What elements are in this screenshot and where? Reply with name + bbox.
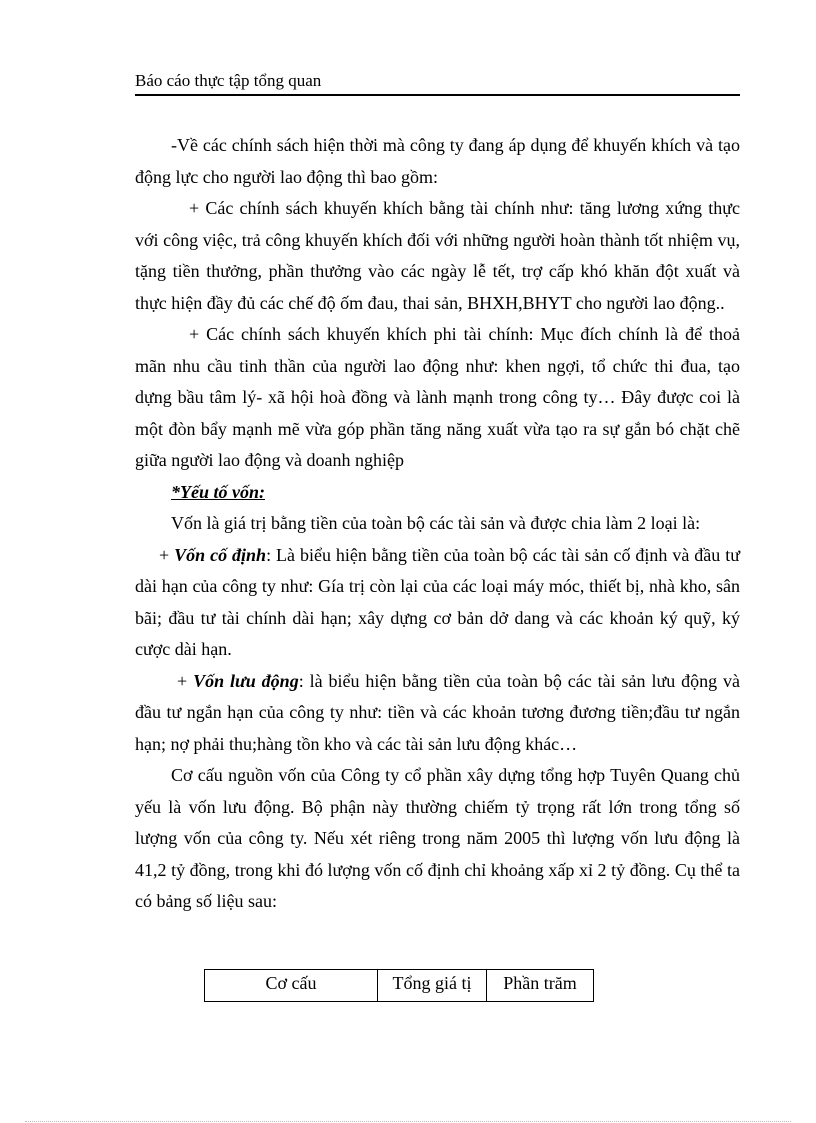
working-capital-term: Vốn lưu động [193, 670, 299, 691]
page-header [135, 70, 740, 96]
table-header-cell: Tổng giá tị [378, 970, 487, 1002]
paragraph-working-capital [135, 666, 740, 761]
document-body [135, 130, 740, 918]
header-title: Báo cáo thực tập tổng quan [135, 71, 322, 90]
paragraph-financial-incentives: + Các chính sách khuyến khích bằng tài chính như: tăng lương xứng thực với công việc, trả công khuyến khích đối với những người hoàn thành tốt nhiệm vụ, tặng tiền thưởng, phần thưởng vào các ngày lễ tết, trợ cấp khó khăn đột xuất và thực hiện đầy đủ các chế độ ốm đau, thai sản, BHXH,BHYT cho người lao động.. [135, 198, 740, 313]
working-capital-prefix: + [177, 670, 194, 691]
section-heading-capital: *Yếu tố vốn: [171, 481, 265, 502]
table-header-cell: Phần trăm [487, 970, 594, 1002]
fixed-capital-prefix: + [159, 544, 175, 565]
table-header-row [205, 970, 594, 1002]
paragraph-incentive-policies: -Về các chính sách hiện thời mà công ty đang áp dụng để khuyến khích và tạo động lực cho người lao động thì bao gồm: [135, 135, 740, 187]
fixed-capital-term: Vốn cố định [174, 544, 267, 565]
paragraph-nonfinancial-incentives: + Các chính sách khuyến khích phi tài chính: Mục đích chính là để thoả mãn nhu cầu tinh thần của người lao động như: khen ngợi, tổ chức thi đua, tạo dựng bầu tâm lý- xã hội hoà đồng và lành mạnh trong công ty… Đây được coi là một đòn bẩy mạnh mẽ vừa góp phần tăng năng xuất vừa tạo ra sự gắn bó chặt chẽ giữa người lao động và doanh nghiệp [135, 324, 740, 470]
working-capital-text: : là biểu hiện bằng tiền của toàn bộ các tài sản lưu động và đầu tư ngắn hạn của công ty như: tiền và các khoản tương đương tiền;đầu tư ngắn hạn; nợ phải thu;hàng tồn kho và các tài sản lưu động khác… [135, 670, 740, 754]
table-header-cell: Cơ cấu [205, 970, 378, 1002]
capital-structure-table [204, 969, 594, 1002]
fixed-capital-text: : Là biểu hiện bằng tiền của toàn bộ các tài sản cố định và đầu tư dài hạn của công ty như: Gía trị còn lại của các loại máy móc, thiết bị, nhà kho, sân bãi; đầu tư tài chính dài hạn; xây dựng cơ bản dở dang và các khoản ký quỹ, ký cược dài hạn. [135, 544, 741, 659]
paragraph-capital-structure: Cơ cấu nguồn vốn của Công ty cổ phần xây dựng tổng hợp Tuyên Quang chủ yếu là vốn lưu động. Bộ phận này thường chiếm tỷ trọng rất lớn trong tổng số lượng vốn của công ty. Nếu xét riêng trong năm 2005 thì lượng vốn lưu động là 41,2 tỷ đồng, trong khi đó lượng vốn cố định chỉ khoảng xấp xỉ 2 tỷ đồng. Cụ thể ta có bảng số liệu sau: [135, 765, 740, 911]
page-bottom-divider [25, 1121, 791, 1122]
paragraph-capital-intro: Vốn là giá trị bằng tiền của toàn bộ các tài sản và được chia làm 2 loại là: [171, 513, 701, 533]
paragraph-fixed-capital [135, 540, 740, 666]
